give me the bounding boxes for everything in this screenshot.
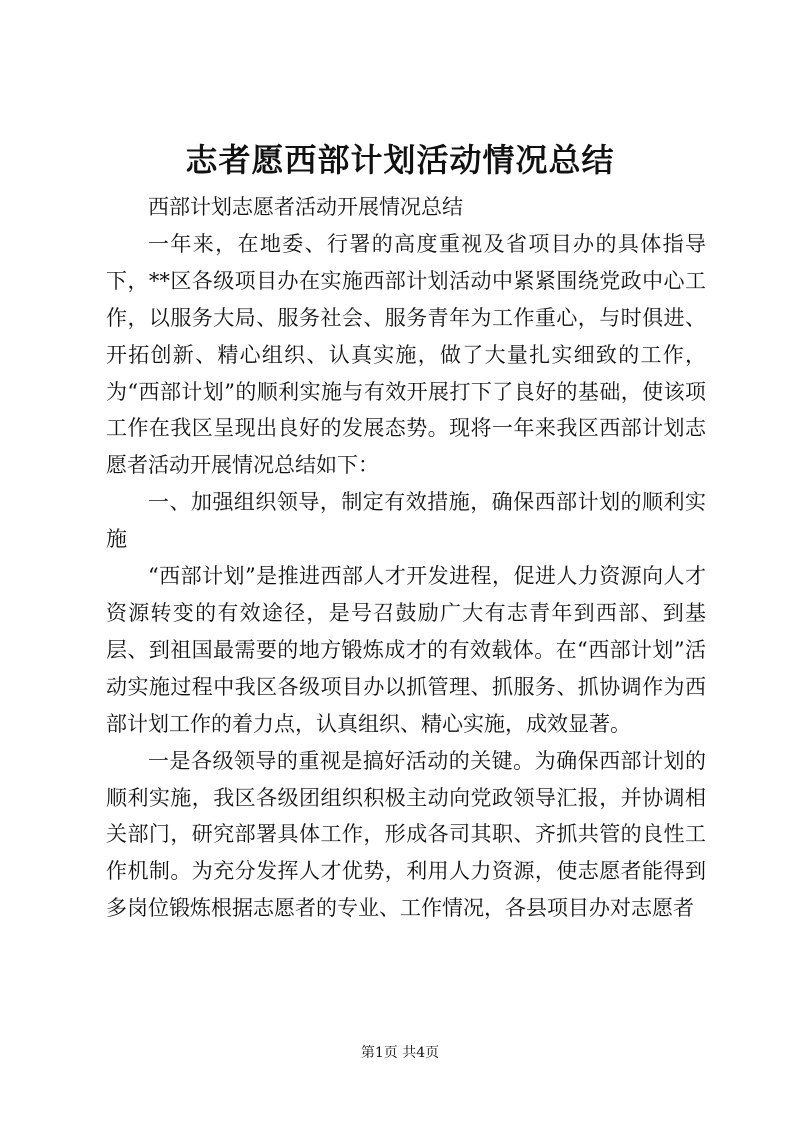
paragraph-western-plan: “西部计划”是推进西部人才开发进程，促进人力资源向人才资源转变的有效途径，是号召鼓励广大有志青年到西部、到基层、到祖国最需要的地方锻炼成才的有效载体。在“西部计划”活动实施过程中我区各级项目办以抓管理、抓服务、抓协调作为西部计划工作的着力点，认真组织、精心实施，成效显著。 xyxy=(106,564,706,736)
document-body xyxy=(106,189,706,927)
section-heading-1: 一、加强组织领导，制定有效措施，确保西部计划的顺利实施 xyxy=(106,490,706,552)
paragraph-leadership: 一是各级领导的重视是搞好活动的关键。为确保西部计划的顺利实施，我区各级团组织积极主动向党政领导汇报，并协调相关部门，研究部署具体工作，形成各司其职、齐抓共管的良性工作机制。为充分发挥人才优势，利用人力资源，使志愿者能得到多岗位锻炼根据志愿者的专业、工作情况，各县项目办对志愿者 xyxy=(106,748,706,921)
page-footer: 第1页 共4页 xyxy=(360,1045,440,1061)
paragraph-intro: 一年来，在地委、行署的高度重视及省项目办的具体指导下，**区各级项目办在实施西部计划活动中紧紧围绕党政中心工作，以服务大局、服务社会、服务青年为工作重心，与时俱进、开拓创新、精心组织、认真实施，做了大量扎实细致的工作，为“西部计划”的顺利实施与有效开展打下了良好的基础，使该项工作在我区呈现出良好的发展态势。现将一年来我区西部计划志愿者活动开展情况总结如下： xyxy=(106,231,706,478)
document-title: 志者愿西部计划活动情况总结 xyxy=(185,141,615,179)
paragraph-subtitle: 西部计划志愿者活动开展情况总结 xyxy=(148,195,463,219)
